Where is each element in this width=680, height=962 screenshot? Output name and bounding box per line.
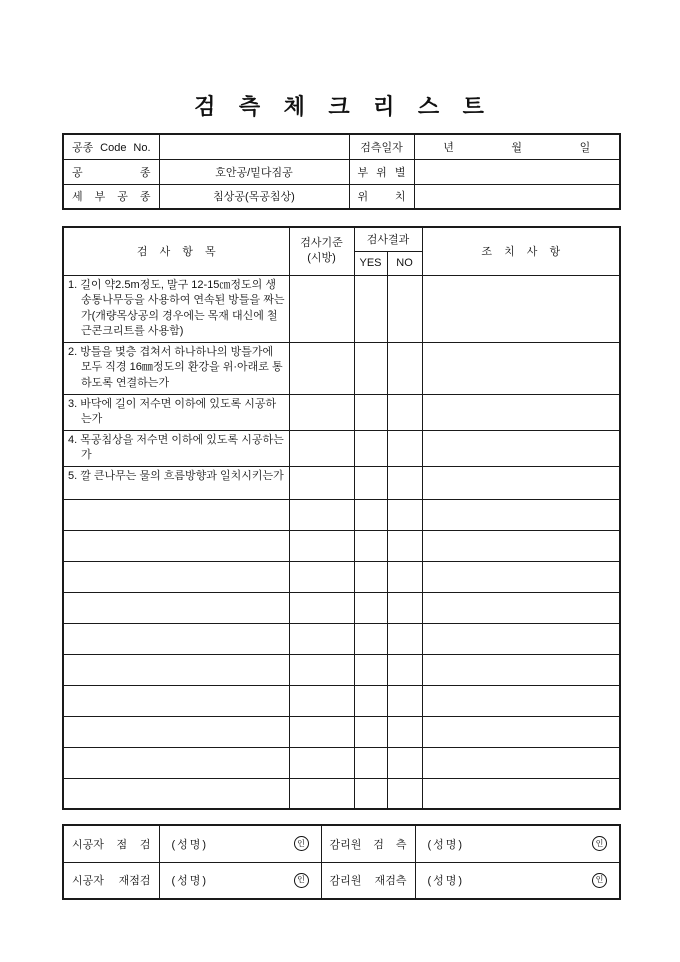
signature-field xyxy=(160,836,321,852)
checklist-empty-row xyxy=(63,592,620,623)
checklist-header-row-1 xyxy=(63,227,620,251)
empty-cell xyxy=(387,561,422,592)
info-value-part xyxy=(414,159,620,184)
no-cell xyxy=(387,275,422,342)
empty-cell xyxy=(422,623,620,654)
contractor-recheck-name-cell xyxy=(159,862,321,899)
empty-cell xyxy=(354,561,387,592)
empty-cell xyxy=(422,716,620,747)
yes-cell xyxy=(354,275,387,342)
empty-cell xyxy=(354,592,387,623)
signature-row-recheck xyxy=(63,862,620,899)
seal-stamp-icon: 인 xyxy=(294,873,309,888)
empty-cell xyxy=(422,499,620,530)
checklist-empty-row xyxy=(63,623,620,654)
no-cell xyxy=(387,342,422,394)
empty-cell xyxy=(354,685,387,716)
empty-cell xyxy=(387,592,422,623)
column-header-action: 조 치 사 항 xyxy=(422,227,620,275)
date-placeholder xyxy=(415,139,620,155)
empty-cell xyxy=(354,499,387,530)
empty-cell xyxy=(387,499,422,530)
no-cell xyxy=(387,466,422,499)
yes-cell xyxy=(354,394,387,430)
empty-cell xyxy=(387,747,422,778)
seal-stamp-icon: 인 xyxy=(294,836,309,851)
empty-cell xyxy=(63,685,289,716)
info-value-location xyxy=(414,184,620,209)
empty-cell xyxy=(387,654,422,685)
empty-cell xyxy=(63,530,289,561)
empty-cell xyxy=(63,499,289,530)
checklist-empty-row xyxy=(63,530,620,561)
empty-cell xyxy=(422,778,620,809)
empty-cell xyxy=(289,685,354,716)
supervisor-inspect-name-cell xyxy=(415,825,620,862)
info-row-work-type xyxy=(63,159,620,184)
item-text: 1. 길이 약2.5m정도, 말구 12-15㎝정도의 생송통나무등을 사용하여 연속된 방틀을 짜는가(개량목상공의 경우에는 목재 대신에 철근콘크리트를 사용함) xyxy=(63,275,289,342)
empty-cell xyxy=(387,716,422,747)
checklist-item-row xyxy=(63,466,620,499)
yes-cell xyxy=(354,466,387,499)
empty-cell xyxy=(63,561,289,592)
checklist-empty-row xyxy=(63,747,620,778)
empty-cell xyxy=(354,530,387,561)
info-label-location: 위 치 xyxy=(349,184,414,209)
yes-cell xyxy=(354,430,387,466)
item-text: 2. 방틀을 몇층 겹쳐서 하나하나의 방틀가에 모두 직경 16㎜정도의 환강을 위·아래로 통하도록 연결하는가 xyxy=(63,342,289,394)
action-cell xyxy=(422,466,620,499)
column-header-no: NO xyxy=(387,251,422,275)
seal-stamp-icon: 인 xyxy=(592,873,607,888)
info-row-detail-work xyxy=(63,184,620,209)
empty-cell xyxy=(63,654,289,685)
supervisor-reinspect-label: 감리원 재검측 xyxy=(321,862,415,899)
date-month-label: 월 xyxy=(511,141,523,154)
checklist-empty-row xyxy=(63,561,620,592)
empty-cell xyxy=(289,499,354,530)
column-header-standard xyxy=(289,227,354,275)
seal-stamp-icon: 인 xyxy=(592,836,607,851)
checklist-body xyxy=(63,275,620,499)
standard-label-line2: (시방) xyxy=(307,252,336,265)
empty-cell xyxy=(289,530,354,561)
empty-cell xyxy=(289,747,354,778)
empty-cell xyxy=(422,747,620,778)
info-label-part: 부 위 별 xyxy=(349,159,414,184)
checklist-item-row xyxy=(63,275,620,342)
name-label: (성명) xyxy=(171,875,209,888)
yes-cell xyxy=(354,342,387,394)
info-value-work-type: 호안공/밑다짐공 xyxy=(159,159,349,184)
info-table xyxy=(62,133,621,210)
name-label: (성명) xyxy=(171,838,209,851)
empty-cell xyxy=(354,747,387,778)
standard-cell xyxy=(289,430,354,466)
column-header-result: 검사결과 xyxy=(354,227,422,251)
checklist-empty-row xyxy=(63,716,620,747)
column-header-inspection-item: 검 사 항 목 xyxy=(63,227,289,275)
supervisor-inspect-label: 감리원 검 측 xyxy=(321,825,415,862)
info-value-detail-work: 침상공(목공침상) xyxy=(159,184,349,209)
empty-cell xyxy=(289,716,354,747)
empty-cell xyxy=(422,561,620,592)
action-cell xyxy=(422,342,620,394)
info-label-code-no: 공종 Code No. xyxy=(63,134,159,159)
action-cell xyxy=(422,430,620,466)
checklist-item-row xyxy=(63,430,620,466)
info-label-inspection-date: 검측일자 xyxy=(349,134,414,159)
action-cell xyxy=(422,275,620,342)
signature-row-check xyxy=(63,825,620,862)
info-row-code xyxy=(63,134,620,159)
signature-table xyxy=(62,824,621,900)
empty-cell xyxy=(289,654,354,685)
date-day-label: 일 xyxy=(579,141,591,154)
empty-cell xyxy=(289,623,354,654)
standard-cell xyxy=(289,275,354,342)
empty-cell xyxy=(63,747,289,778)
item-text: 3. 바닥에 길이 저수면 이하에 있도록 시공하는가 xyxy=(63,394,289,430)
supervisor-reinspect-name-cell xyxy=(415,862,620,899)
standard-label-line1: 검사기준 xyxy=(300,237,343,250)
empty-cell xyxy=(63,716,289,747)
empty-cell xyxy=(63,778,289,809)
standard-cell xyxy=(289,394,354,430)
empty-cell xyxy=(387,778,422,809)
name-label: (성명) xyxy=(427,838,465,851)
empty-cell xyxy=(387,685,422,716)
item-text: 4. 목공침상을 저수면 이하에 있도록 시공하는가 xyxy=(63,430,289,466)
empty-cell xyxy=(387,623,422,654)
date-year-label: 년 xyxy=(443,141,454,154)
checklist-item-row xyxy=(63,342,620,394)
standard-cell xyxy=(289,342,354,394)
empty-cell xyxy=(422,592,620,623)
no-cell xyxy=(387,430,422,466)
info-value-inspection-date xyxy=(414,134,620,159)
contractor-recheck-label: 시공자 재점검 xyxy=(63,862,159,899)
empty-cell xyxy=(289,561,354,592)
checklist-table xyxy=(62,226,621,810)
checklist-empty-row xyxy=(63,685,620,716)
empty-cell xyxy=(354,654,387,685)
empty-cell xyxy=(422,530,620,561)
empty-cell xyxy=(422,654,620,685)
standard-cell xyxy=(289,466,354,499)
action-cell xyxy=(422,394,620,430)
checklist-item-row xyxy=(63,394,620,430)
column-header-yes: YES xyxy=(354,251,387,275)
info-value-code-no xyxy=(159,134,349,159)
empty-cell xyxy=(63,592,289,623)
empty-cell xyxy=(354,623,387,654)
info-label-work-type: 공 종 xyxy=(63,159,159,184)
empty-cell xyxy=(422,685,620,716)
empty-cell xyxy=(354,716,387,747)
signature-field xyxy=(416,836,620,852)
empty-cell xyxy=(289,592,354,623)
item-text: 5. 깔 큰나무는 물의 흐름방향과 일치시키는가 xyxy=(63,466,289,499)
no-cell xyxy=(387,394,422,430)
contractor-check-name-cell xyxy=(159,825,321,862)
checklist-empty-row xyxy=(63,654,620,685)
name-label: (성명) xyxy=(427,875,465,888)
empty-cell xyxy=(387,530,422,561)
checklist-empty-rows xyxy=(63,499,620,809)
checklist-empty-row xyxy=(63,499,620,530)
info-label-detail-work: 세 부 공 종 xyxy=(63,184,159,209)
empty-cell xyxy=(63,623,289,654)
page-title: 검 측 체 크 리 스 트 xyxy=(194,94,486,119)
contractor-check-label: 시공자 점 검 xyxy=(63,825,159,862)
empty-cell xyxy=(354,778,387,809)
checklist-empty-row xyxy=(63,778,620,809)
signature-field xyxy=(416,872,620,888)
empty-cell xyxy=(289,778,354,809)
signature-field xyxy=(160,872,321,888)
